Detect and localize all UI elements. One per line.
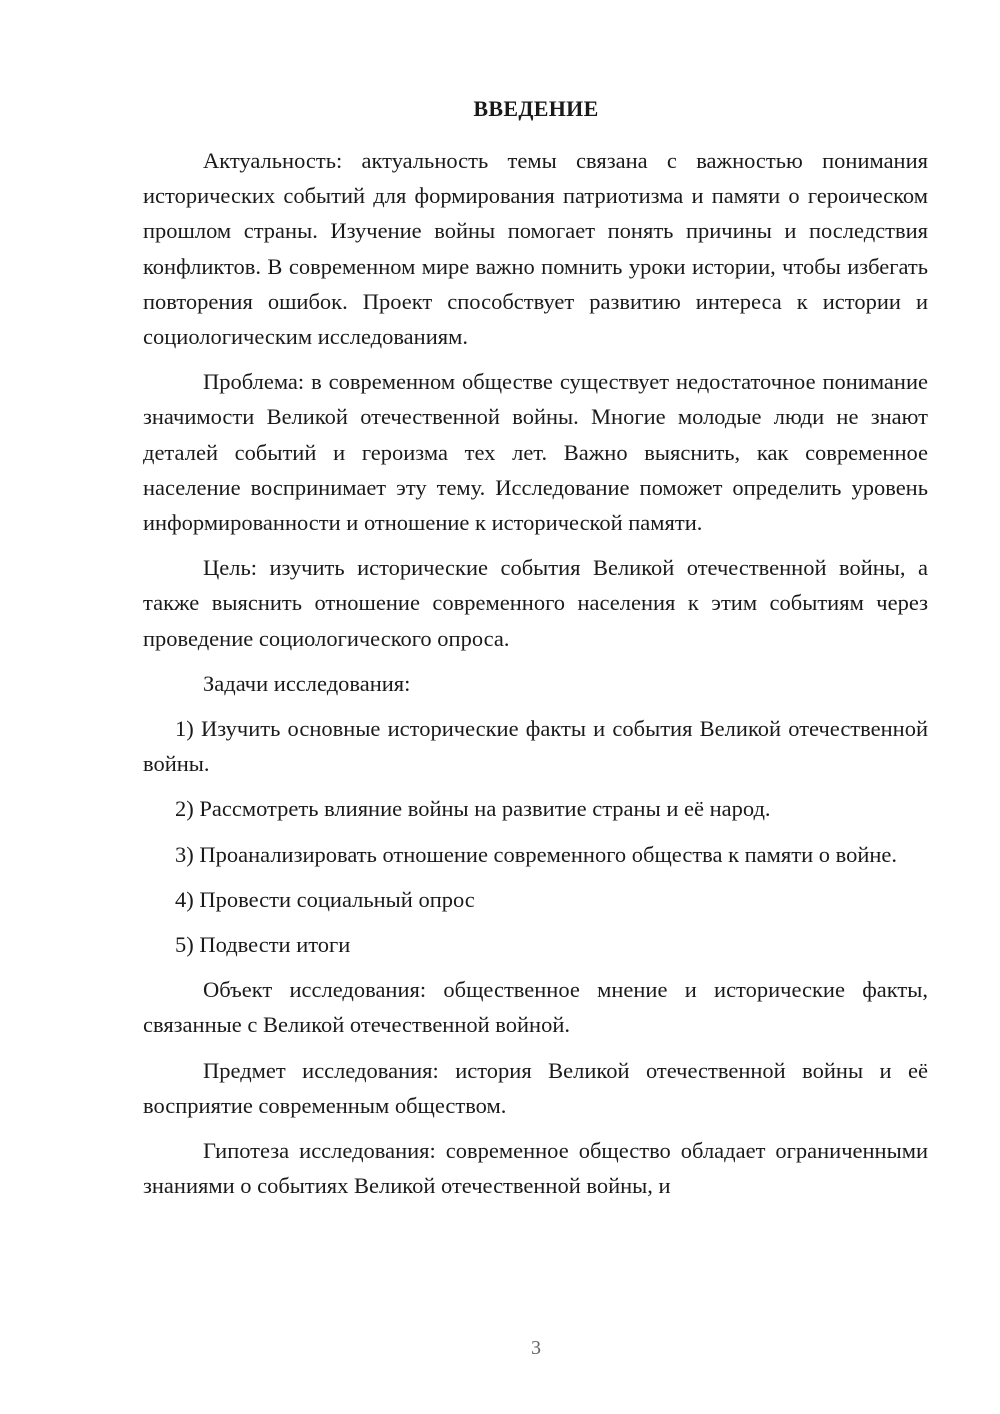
task-item-3: 3) Проанализировать отношение современного общества к памяти о войне. — [175, 841, 898, 867]
task-item-4: 4) Провести социальный опрос — [175, 886, 475, 912]
paragraph-object: Объект исследования: общественное мнение и исторические факты, связанные с Великой отечественной войной. — [143, 977, 928, 1038]
task-item-5: 5) Подвести итоги — [175, 932, 351, 958]
page-number: 3 — [531, 1337, 541, 1359]
paragraph-tasks-heading: Задачи исследования: — [203, 670, 411, 696]
paragraph-hypothesis: Гипотеза исследования: современное общество обладает ограниченными знаниями о событиях Великой отечественной войны, и — [143, 1138, 928, 1199]
paragraph-relevance: Актуальность: актуальность темы связана с важностью понимания исторических событий для формирования патриотизма и памяти о героическом прошлом страны. Изучение войны помогает понять причины и последствия конфликтов. В современном мире важно помнить уроки истории, чтобы избегать повторения ошибок. Проект способствует развитию интереса к истории и социологическим исследованиям. — [143, 148, 928, 350]
paragraph-goal: Цель: изучить исторические события Великой отечественной войны, а также выяснить отношение современного населения к этим событиям через проведение социологического опроса. — [143, 555, 928, 651]
body-text — [143, 143, 928, 1213]
section-heading: ВВЕДЕНИЕ — [473, 96, 599, 121]
paragraph-subject: Предмет исследования: история Великой отечественной войны и её восприятие современным обществом. — [143, 1057, 928, 1118]
task-item-2: 2) Рассмотреть влияние войны на развитие страны и её народ. — [175, 796, 771, 822]
paragraph-problem: Проблема: в современном обществе существует недостаточное понимание значимости Великой отечественной войны. Многие молодые люди не знают деталей событий и героизма тех лет. Важно выяснить, как современное население воспринимает эту тему. Исследование поможет определить уровень информированности и отношение к исторической памяти. — [143, 369, 928, 536]
task-item-1: 1) Изучить основные исторические факты и события Великой отечественной войны. — [143, 716, 928, 777]
